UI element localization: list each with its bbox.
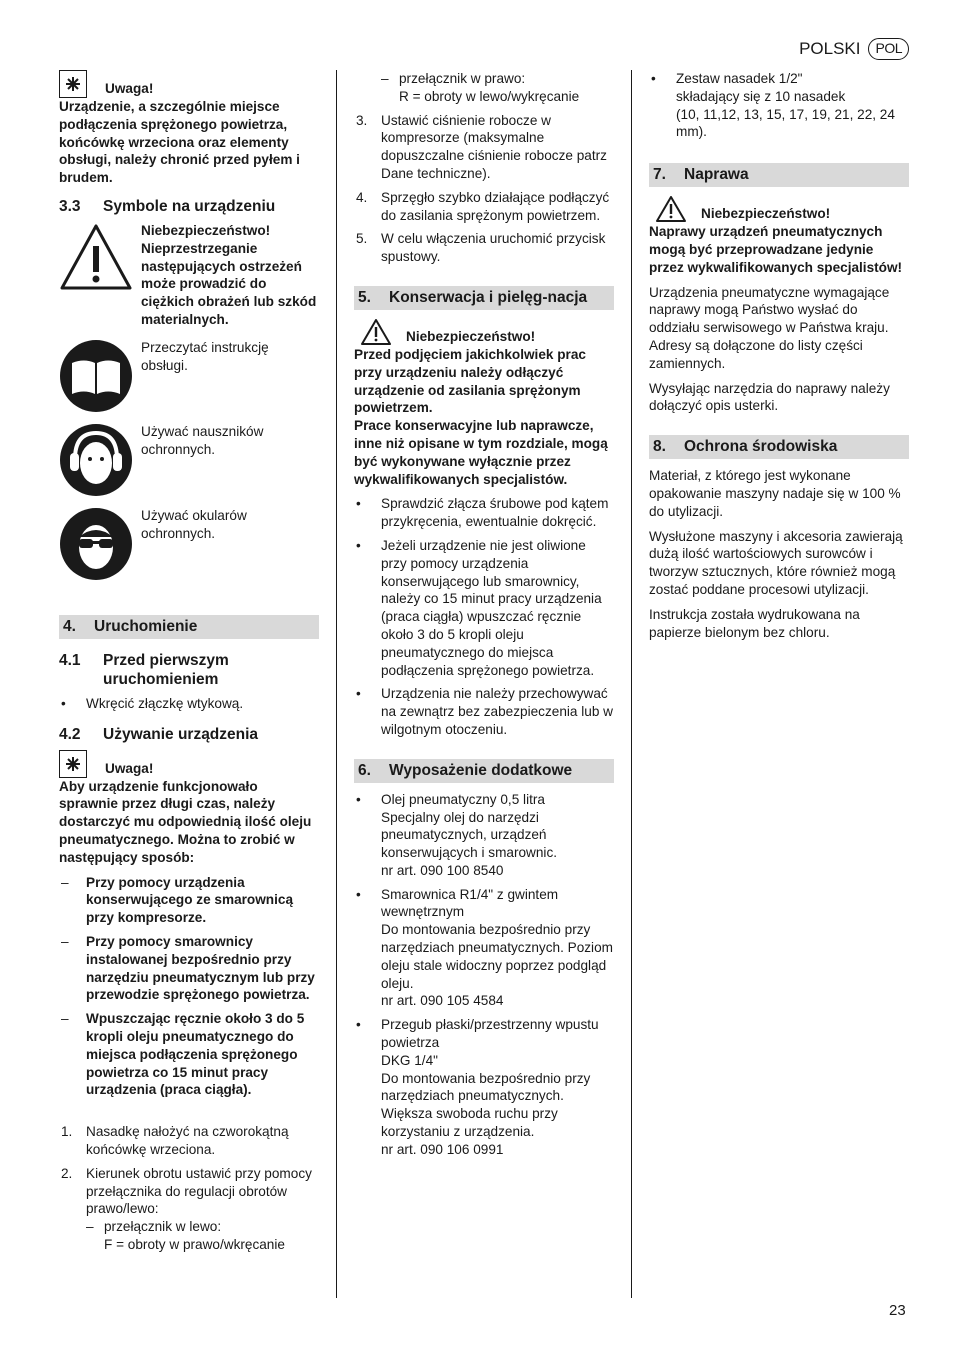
column-1 xyxy=(59,70,319,1260)
list-item: 5. W celu włączenia uruchomić przycisk spustowy. xyxy=(356,231,606,265)
danger-text: Naprawy urządzeń pneumatycznych mogą być przeprowadzane jedynie przez wykwalifikowanych specjalistów! xyxy=(649,224,903,275)
list-item: 3. Ustawić ciśnienie robocze w kompresorze (maksymalne dopuszczalne ciśnienie robocze patrz Dane techniczne). xyxy=(356,112,607,181)
symbol-read-manual: Przeczytać instrukcję obsługi. xyxy=(59,339,319,413)
steps-list xyxy=(59,1123,319,1254)
symbol-danger: Niebezpieczeństwo! Nieprzestrzeganie następujących ostrzeżeń może prowadzić do ciężkich obrażeń lub szkód materialnych. xyxy=(59,222,319,329)
page-header xyxy=(799,38,909,60)
danger-label: Niebezpieczeństwo! xyxy=(406,329,536,345)
section-heading: 4.2 Używanie urządzenia xyxy=(59,725,259,743)
list-item: • Zestaw nasadek 1/2" składający się z 10 nasadek (10, 11,12, 13, 15, 17, 19, 21, 22, 24 mm). xyxy=(651,71,895,140)
language-badge: POL xyxy=(868,38,909,60)
note-text: Aby urządzenie funkcjonowało sprawnie przez długi czas, należy dostarczyć mu odpowiednią ilość oleju pneumatycznego. Można to zrobić w następujący sposób: xyxy=(59,778,312,865)
sub-item: – przełącznik w prawo: R = obroty w lewo/wykręcanie xyxy=(381,71,580,104)
note-heading xyxy=(59,70,319,98)
column-2 xyxy=(354,70,614,1165)
page-number: 23 xyxy=(889,1302,906,1319)
paragraph: Wysyłając narzędzia do naprawy należy dołączyć opis usterki. xyxy=(649,380,890,414)
note-heading xyxy=(59,750,319,778)
book-icon xyxy=(59,339,133,413)
symbol-ear-protection: Używać nauszników ochronnych. xyxy=(59,423,319,497)
note-text: Urządzenie, a szczególnie miejsce podłączenia sprężonego powietrza, końcówkę wrzeciona oraz elementy obsługi, należy chronić przed pyłem i brudem. xyxy=(59,99,300,186)
danger-heading xyxy=(649,195,909,223)
warning-triangle-icon xyxy=(59,222,133,296)
paragraph: Instrukcja została wydrukowana na papierze bielonym bez chloru. xyxy=(649,606,860,640)
sub-item: – przełącznik w lewo: F = obroty w prawo/wkręcanie xyxy=(86,1219,285,1252)
section-heading: 8. Ochrona środowiska xyxy=(649,435,909,459)
list-item: 1. Nasadkę nałożyć na czworokątną końcówkę wrzeciona. xyxy=(61,1124,289,1157)
section-heading: 7. Naprawa xyxy=(649,163,909,187)
list-item: • Smarownica R1/4" z gwintem wewnętrznym Do montowania bezpośrednio przy narzędziach pneumatycznych. Poziom oleju stale widoczny poprzez podgląd oleju. nr art. 090 105 4584 xyxy=(356,886,613,1009)
danger-heading xyxy=(354,318,614,346)
column-divider xyxy=(631,70,632,1298)
list-item: • Olej pneumatyczny 0,5 litra Specjalny olej do narzędzi pneumatycznych, urządzeń konserwujących i smarownic. nr art. 090 100 8540 xyxy=(356,791,558,878)
list-item: • Sprawdzić złącza śrubowe pod kątem przykręcenia, ewentualnie dokręcić. xyxy=(356,496,609,530)
note-label: Uwaga! xyxy=(105,81,154,97)
steps-list xyxy=(354,112,614,266)
section-heading: 4.1 Przed pierwszym uruchomieniem xyxy=(59,651,229,688)
note-label: Uwaga! xyxy=(105,760,154,776)
section-heading: 4. Uruchomienie xyxy=(59,615,319,639)
list-item: • Przegub płaski/przestrzenny wpustu powietrza DKG 1/4" Do montowania bezpośrednio przy narzędziach pneumatycznych. Większa swoboda ruchu przy korzystaniu z urządzenia. nr art. 090 106 0991 xyxy=(356,1017,599,1157)
list-item: – Przy pomocy urządzenia konserwującego ze smarownicą przy kompresorze. xyxy=(61,874,294,926)
accessories-list xyxy=(649,70,909,141)
warning-triangle-icon xyxy=(360,318,392,346)
dash-list xyxy=(59,874,319,1100)
symbol-eye-protection: Używać okularów ochronnych. xyxy=(59,507,319,581)
danger-label: Niebezpieczeństwo! xyxy=(701,206,831,222)
paragraph: Materiał, z którego jest wykonane opakowanie maszyny nadaje się w 100 % do utylizacji. xyxy=(649,468,901,519)
list-item: • Jeżeli urządzenie nie jest oliwione przy pomocy urządzenia konserwującego lub smarownicy, należy co 15 minut pracy urządzenia (praca ciągła) wpuszczać ręcznie około 3 do 5 kropli oleju pneumatycznego do miejsca podłączenia sprężonego powietrza. xyxy=(356,537,602,678)
bullet-list xyxy=(59,695,319,713)
list-item: – Przy pomocy smarownicy instalowanej bezpośrednio przy narzędziu pneumatycznym lub przy przewodzie sprężonego powietrza. xyxy=(61,933,315,1003)
column-divider xyxy=(336,70,337,1298)
paragraph: Wysłużone maszyny i akcesoria zawierają dużą ilość wartościowych surowców i tworzyw sztucznych, które również mogą zostać poddane procesowi utylizacji. xyxy=(649,528,903,597)
column-3 xyxy=(649,70,909,648)
note-icon xyxy=(59,750,87,778)
bullet-list xyxy=(354,495,614,738)
note-icon xyxy=(59,70,87,98)
list-item: • Urządzenia nie należy przechowywać na zewnątrz bez zabezpieczenia lub w wilgotnym otoczeniu. xyxy=(356,686,613,737)
list-item: • Wkręcić złączkę wtykową. xyxy=(61,695,244,711)
list-item: – Wpuszczając ręcznie około 3 do 5 kropli oleju pneumatycznego do miejsca podłączenia sprężonego powietrza co 15 minut pracy urządzenia (praca ciągła). xyxy=(61,1011,305,1098)
ear-protection-icon xyxy=(59,423,133,497)
accessories-list xyxy=(354,791,614,1159)
eye-protection-icon xyxy=(59,507,133,581)
paragraph: Urządzenia pneumatyczne wymagające naprawy mogą Państwo wysłać do oddziału serwisowego w Państwa kraju. Adresy są dołączone do listy części zamiennych. xyxy=(649,284,890,371)
section-heading: 6. Wyposażenie dodatkowe xyxy=(354,759,614,783)
danger-text: Prace konserwacyjne lub naprawcze, inne niż opisane w tym rozdziale, mogą być wykonywane wyłącznie przez wykwalifikowanych specjalistów. xyxy=(354,418,608,487)
language-label: POLSKI xyxy=(799,39,861,58)
warning-triangle-icon xyxy=(655,195,687,223)
danger-text: Przed podjęciem jakichkolwiek prac przy urządzeniu należy odłączyć urządzenie od zasilania sprężonym powietrzem. xyxy=(354,346,586,416)
list-item: 4. Sprzęgło szybko działające podłączyć do zasilania sprężonym powietrzem. xyxy=(356,189,610,223)
section-heading: 3.3 Symbole na urządzeniu xyxy=(59,197,276,215)
list-item: 2. Kierunek obrotu ustawić przy pomocy przełącznika do regulacji obrotów prawo/lewo: – przełącznik w lewo: F = obroty w prawo/wkręcanie xyxy=(59,1165,319,1254)
section-heading: 5. Konserwacja i pielęg-nacja xyxy=(354,286,614,310)
